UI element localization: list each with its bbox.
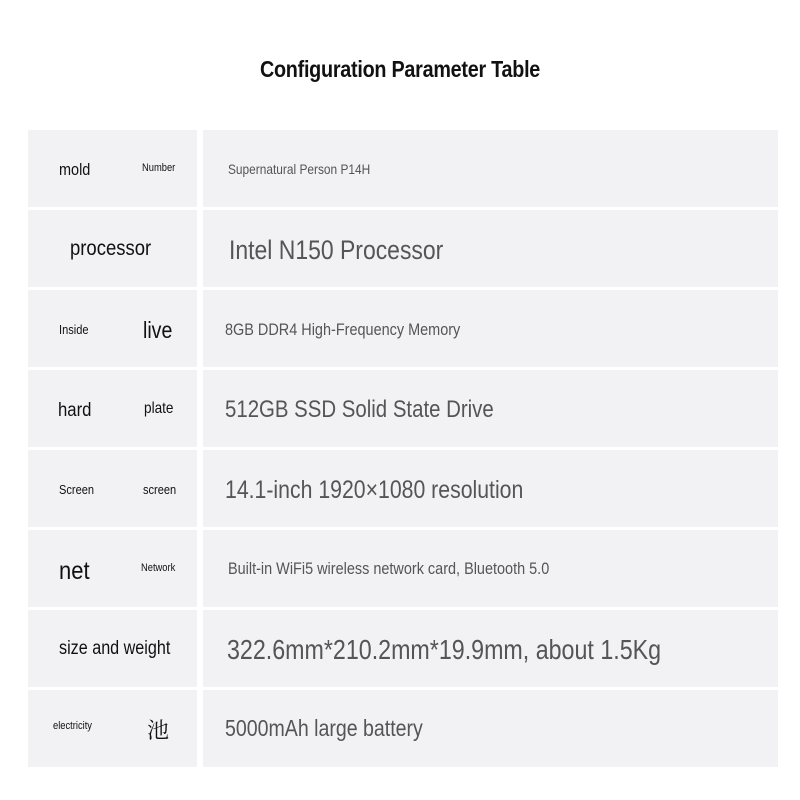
table-row — [28, 690, 778, 767]
label-primary: Inside — [59, 322, 89, 337]
value-cell — [203, 530, 778, 607]
value-text: Supernatural Person P14H — [228, 161, 371, 177]
value-text: 14.1-inch 1920×1080 resolution — [225, 476, 524, 504]
label-secondary: 池 — [147, 718, 170, 743]
label-primary: net — [59, 557, 90, 585]
value-cell — [203, 290, 778, 367]
value-cell — [203, 690, 778, 767]
label-primary: mold — [59, 160, 91, 179]
table-row — [28, 610, 778, 687]
value-text: Intel N150 Processor — [229, 235, 444, 265]
label-cell — [28, 450, 197, 527]
label-cell — [28, 690, 197, 767]
label-secondary: Number — [142, 162, 176, 174]
label-primary: Screen — [59, 482, 95, 497]
label-cell — [28, 210, 197, 287]
table-row — [28, 530, 778, 607]
table-row — [28, 290, 778, 367]
value-text: 322.6mm*210.2mm*19.9mm, about 1.5Kg — [227, 634, 662, 665]
label-primary: processor — [70, 237, 152, 260]
value-text: 512GB SSD Solid State Drive — [225, 396, 494, 423]
label-primary: hard — [58, 400, 92, 421]
value-cell — [203, 450, 778, 527]
page-title: Configuration Parameter Table — [259, 56, 541, 82]
table-row — [28, 370, 778, 447]
label-cell — [28, 130, 197, 207]
label-secondary: live — [143, 317, 173, 343]
value-text: 5000mAh large battery — [225, 715, 423, 741]
label-primary: electricity — [53, 720, 92, 732]
label-cell — [28, 290, 197, 367]
label-cell — [28, 530, 197, 607]
label-cell — [28, 370, 197, 447]
table-row — [28, 210, 778, 287]
label-secondary: plate — [144, 400, 174, 417]
label-secondary: Network — [141, 562, 176, 574]
value-cell — [203, 130, 778, 207]
value-cell — [203, 370, 778, 447]
table-row — [28, 130, 778, 207]
value-cell — [203, 210, 778, 287]
label-primary: size and weight — [59, 638, 171, 659]
label-cell — [28, 610, 197, 687]
label-secondary: screen — [143, 482, 177, 497]
value-text: 8GB DDR4 High-Frequency Memory — [225, 320, 461, 339]
table-row — [28, 450, 778, 527]
value-text: Built-in WiFi5 wireless network card, Bluetooth 5.0 — [228, 559, 550, 578]
value-cell — [203, 610, 778, 687]
